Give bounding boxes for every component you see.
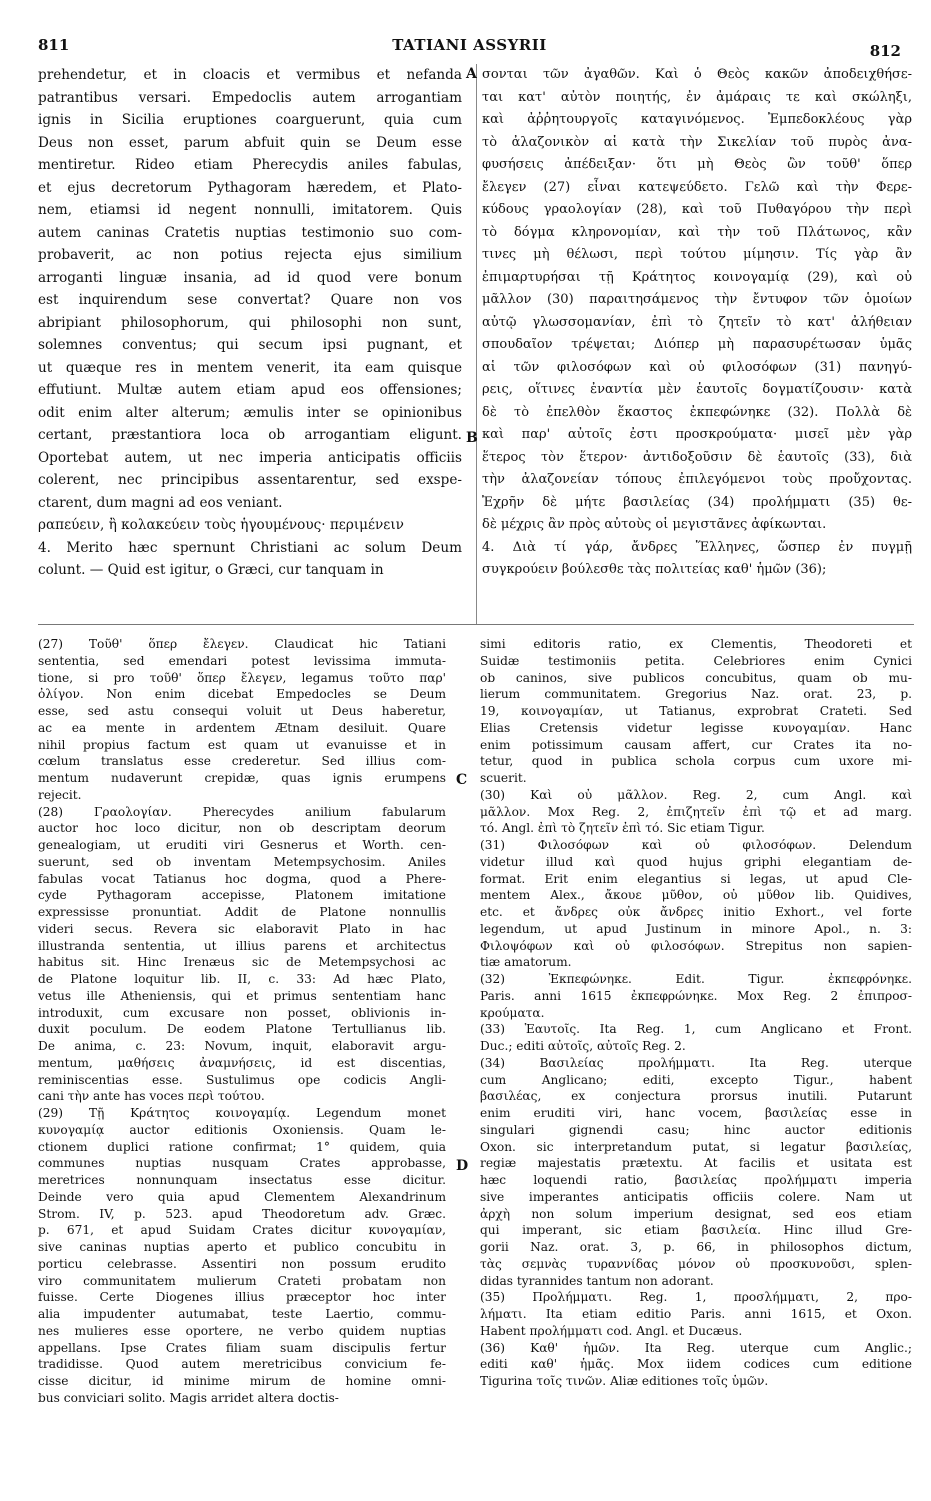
text-line: effutiunt. Multæ autem etiam apud eos offensiones;	[38, 382, 462, 398]
text-line: hæc loquendi ratio, βασιλείας προλήμματι imperia	[480, 1173, 912, 1187]
text-line: videtur illud καὶ quod hujus griphi elegantiam de-	[480, 854, 912, 869]
text-line: porticu celebrasse. Assentiri non possum erudito	[38, 1256, 446, 1271]
margin-marker-d: D	[456, 1158, 469, 1174]
text-line: (35) Προλήμματι. Reg. 1, προσλήμματι, 2, προ-	[480, 1290, 912, 1305]
text-line: καὶ παρ' αὐτοῖς ἐστι προσκρούματα· μισεῖ μὲν γὰρ	[482, 427, 912, 442]
text-line: ραπεύειν, ἢ κολακεύειν τοὺς ἡγουμένους· περιμένειν	[38, 517, 404, 533]
text-line: δὲ τὸ ἐπελθὸν ἕκαστος ἐκπεφώνηκε (32). Πολλὰ δὲ	[482, 404, 912, 420]
text-line: ρεις, οἵτινες ἐναντία μὲν ἑαυτοῖς δογματίζουσιν· κατὰ	[482, 382, 912, 397]
text-line: 4. Merito hæc spernunt Christiani ac solum Deum	[38, 539, 462, 556]
text-line: est inquirendum sese convertat? Quare non vos	[38, 292, 462, 308]
text-line: lierum communitatem. Gregorius Naz. orat. 23, p.	[480, 687, 912, 702]
text-line: (29) Τῇ Κράτητος κοινογαμίᾳ. Legendum monet	[38, 1106, 446, 1120]
text-line: viro communitatem mulierum Crateti probatam non	[38, 1273, 446, 1288]
text-line: (32) Ἐκπεφώνηκε. Edit. Tigur. ἐκπεφρόνηκε.	[480, 972, 912, 986]
notes-left-column	[38, 636, 446, 1407]
text-line: certant, præstantiora loca ob arrogantiam eligunt.	[38, 427, 462, 443]
page-header	[38, 30, 901, 60]
text-line: enim eruditi viri, hanc vocem, βασιλείας esse in	[480, 1106, 912, 1120]
text-line: τό. Angl. ἐπὶ τὸ ζητεῖν ἐπὶ τό. Sic etiam Tigur.	[480, 821, 765, 836]
greek-text-column	[482, 64, 912, 582]
text-line: nihil propius factum est quam ut evanuisse et in	[38, 737, 446, 752]
text-line: μᾶλλον. Mox Reg. 2, ἐπιζητεῖν ἐπὶ τῷ et ad marg.	[480, 804, 912, 819]
notes-separator	[38, 624, 914, 625]
text-line: simi editoris ratio, ex Clementis, Theodoreti et	[480, 637, 912, 651]
text-line: bus conviciari solito. Magis arridet altera doctis-	[38, 1390, 339, 1405]
text-line: probaverit, ac non potius rejecta ejus similium	[38, 247, 462, 263]
text-line: qui imperant, sic etiam βασιλεία. Hinc illud Gre-	[480, 1223, 912, 1238]
text-line: Oportebat autem, ut nec imperia anticipatis officiis	[38, 449, 462, 466]
text-line: cisse dicitur, id minime mirum de homine omni-	[38, 1374, 446, 1388]
text-line: mentiretur. Rideo etiam Pherecydis aniles fabulas,	[38, 157, 462, 173]
text-line: communes nuptias nusquam Crates approbasse,	[38, 1156, 446, 1171]
text-line: τὸ δόγμα κληρονομίαν, καὶ τὴν τοῦ Πλάτωνος, κἂν	[482, 224, 912, 240]
text-line: odit enim alter alterum; æmulis inter se opinionibus	[38, 404, 462, 421]
text-line: regiæ majestatis prætextu. At facilis et usitata est	[480, 1156, 912, 1171]
text-line: Strom. IV, p. 523. apud Theodoretum adv. Græc.	[38, 1206, 446, 1221]
text-line: tradidisse. Quod autem meretricibus convicium fe-	[38, 1357, 446, 1372]
text-line: mentem Alex., ἄκουε μῦθον, οὐ μῦθον lib. Quidives,	[480, 888, 912, 903]
text-line: ὀλίγον. Non enim dicebat Empedocles se Deum	[38, 687, 446, 702]
text-line: αὐτῷ γλωσσομανίαν, ἐπὶ τὸ ζητεῖν τὸ κατ' ἀλήθειαν	[482, 314, 912, 330]
text-line: duxit poculum. De eodem Platone Tertullianus lib.	[38, 1022, 446, 1037]
text-line: abripiant philosophorum, qui philosophi non sunt,	[38, 314, 462, 331]
text-line: editi καθ' ἡμᾶς. Mox iidem codices cum editione	[480, 1357, 912, 1372]
text-line: illustranda sententia, ut illius parens et architectus	[38, 938, 446, 953]
text-line: βασιλέας, ex conjectura prorsus inutili. Putarunt	[480, 1089, 912, 1104]
text-line: sententia, sed emendari potest levissima immuta-	[38, 653, 446, 668]
text-line: p. 671, et apud Suidam Crates dicitur κυνογαμίαν,	[38, 1223, 446, 1238]
text-line: reminiscentias esse. Sustulimus ope codicis Angli-	[38, 1072, 446, 1087]
text-line: ob caninos, sive publicos concubitus, quam ob mu-	[480, 670, 912, 685]
text-line: tione, si pro τοῦθ' ὅπερ ἔλεγεν, legamus τοῦτο παρ'	[38, 670, 446, 685]
text-line: ut quæque res in mentem venerit, ita eam quisque	[38, 359, 462, 376]
text-line: arroganti linguæ insania, ad id quod vere bonum	[38, 269, 462, 286]
text-line: patrantibus versari. Empedoclis autem arrogantiam	[38, 89, 462, 106]
text-line: σπουδαῖον τρέψεται; Διόπερ μὴ παρασυρέτωσαν ὑμᾶς	[482, 337, 912, 352]
text-line: et ejus decretorum Pythagoram hæredem, et Plato-	[38, 179, 462, 196]
text-line: enim potissimum causam affert, cur Crates ita no-	[480, 737, 912, 752]
text-line: τὸ ἀλαζονικὸν αἱ κατὰ τὴν Σικελίαν τοῦ πυρὸς ἀνα-	[482, 134, 912, 150]
text-line: sive imperantes anticipatis officiis colere. Nam ut	[480, 1189, 912, 1204]
margin-marker-b: B	[466, 430, 478, 446]
text-line: rejecit.	[38, 787, 82, 802]
margin-marker-a: A	[466, 66, 477, 82]
text-line: 19, κοινογαμίαν, ut Tatianus, exprobrat Crateti. Sed	[480, 704, 912, 718]
text-line: gorii Naz. orat. 3, p. 66, in philosophos dictum,	[480, 1240, 912, 1254]
text-line: etc. et ἄνδρες οὐκ ἄνδρες initio Exhort., vel forte	[480, 905, 912, 919]
text-line: 4. Διὰ τί γάρ, ἄνδρες Ἕλληνες, ὥσπερ ἐν πυγμῇ	[482, 539, 912, 555]
text-line: Deus non esset, parum abfuit quin se Deum esse	[38, 134, 462, 151]
text-line: videri secus. Revera sic elaboravit Plato in hac	[38, 921, 446, 936]
text-line: κύδους γραολογίαν (28), καὶ τοῦ Πυθαγόρου τὴν περὶ	[482, 202, 912, 217]
text-line: δὲ μέχρις ἂν πρὸς αὐτοὺς οἱ μεγιστᾶνες ἀφίκωνται.	[482, 517, 827, 532]
text-line: suerunt, sed ob inventam Metempsychosim. Aniles	[38, 854, 446, 869]
text-line: Ἐχρῆν δὲ μήτε βασιλείας (34) προλήμματι (35) θε-	[482, 494, 912, 510]
latin-text-column	[38, 64, 462, 582]
text-line: ctarent, dum magni ad eos veniant.	[38, 494, 283, 511]
text-line: tetur, quod in publica schola corpus cum uxore mi-	[480, 754, 912, 769]
text-line: tiæ amatorum.	[480, 955, 572, 970]
text-line: (30) Καὶ οὐ μᾶλλον. Reg. 2, cum Angl. καὶ	[480, 787, 912, 802]
text-line: συγκρούειν βούλεσθε τὰς πολιτείας καθ' ἡμῶν (36);	[482, 562, 827, 577]
text-line: κυνογαμίᾳ auctor editionis Oxoniensis. Quam le-	[38, 1122, 446, 1137]
text-line: singulari gignendi casu; hinc auctor editionis	[480, 1122, 912, 1137]
text-line: σονται τῶν ἀγαθῶν. Καὶ ὁ Θεὸς κακῶν ἀποδειχθήσε-	[482, 67, 912, 82]
text-line: auctor hoc loco dicitur, non ob descriptam deorum	[38, 821, 446, 836]
text-line: ται κατ' αὐτὸν ποιητής, ἐν ἀμάραις τε καὶ σκώληξι,	[482, 89, 912, 105]
notes-right-column	[480, 636, 912, 1390]
text-line: ἔλεγεν (27) εἶναι κατεψεύδετο. Γελῶ καὶ τὴν Φερε-	[482, 179, 912, 195]
text-line: μᾶλλον (30) παραιτησάμενος τὴν ἔντυφον τῶν ὁμοίων	[482, 292, 912, 307]
text-line: format. Erit enim elegantius si legas, ut apud Cle-	[480, 871, 912, 886]
text-line: Elias Cretensis videtur legisse κυνογαμίαν. Hanc	[480, 720, 912, 735]
page-number-left: 811	[38, 36, 70, 54]
text-line: ἀρχὴ non solum imperium designat, sed eos etiam	[480, 1206, 912, 1221]
margin-marker-c: C	[456, 772, 468, 788]
text-line: κρούματα.	[480, 1005, 545, 1020]
text-line: ctionem duplici ratione confirmat; 1° quidem, quia	[38, 1139, 446, 1154]
text-line: ἕτερος τὸν ἕτερον· ἀντιδοξοῦσιν δὲ ἑαυτοῖς (33), διὰ	[482, 449, 912, 465]
text-line: fabulas vocat Tatianus hoc dogma, quod a Phere-	[38, 871, 446, 886]
text-line: ἐπιμαρτυρήσαι τῇ Κράτητος κοινογαμίᾳ (29), καὶ οὐ	[482, 269, 912, 285]
text-line: habitus sit. Hinc Irenæus sic de Metempsychosi ac	[38, 955, 446, 970]
text-line: φυσήσεις ἀπέδειξαν· ὅτι μὴ Θεὸς ὢν τοῦθ' ὅπερ	[482, 157, 912, 172]
text-line: cum Anglicano; editi, excepto Tigur., habent	[480, 1072, 912, 1087]
text-line: mentum nudaverunt crepidæ, quas ignis erumpens	[38, 771, 446, 785]
text-line: Paris. anni 1615 ἐκπεφρώνηκε. Mox Reg. 2 ἐπιπροσ-	[480, 988, 912, 1003]
text-line: alia impudenter autumabat, teste Laertio, commu-	[38, 1307, 446, 1321]
text-line: cani τὴν ante has voces περὶ τούτου.	[38, 1089, 265, 1104]
text-line: genealogiam, ut eruditi viri Gesnerus et Worth. cen-	[38, 838, 446, 852]
text-line: (27) Τοῦθ' ὅπερ ἔλεγεν. Claudicat hic Tatiani	[38, 637, 446, 651]
text-line: introduxit, cum excusare non posset, oblivionis in-	[38, 1005, 446, 1020]
text-line: esse, sed astu consequi voluit ut Deus haberetur,	[38, 704, 446, 718]
running-title: TATIANI ASSYRII	[392, 36, 547, 54]
text-line: colerent, nec principibus assentarentur, sed exspe-	[38, 472, 462, 488]
text-line: nes mulieres esse oportere, ne verbo quidem nuptias	[38, 1323, 446, 1338]
text-line: nem, etiamsi id negent nonnulli, imitatorem. Quis	[38, 202, 462, 218]
text-line: meretrices nonnunquam insectatus esse dicitur.	[38, 1173, 446, 1187]
text-line: (33) Ἑαυτοῖς. Ita Reg. 1, cum Anglicano et Front.	[480, 1022, 912, 1037]
text-line: De anima, c. 23: Novum, inquit, elaboravit argu-	[38, 1039, 446, 1053]
text-line: αἱ τῶν φιλοσόφων καὶ οὐ φιλοσόφων (31) πανηγύ-	[482, 359, 912, 375]
text-line: Φιλοψόφων καὶ οὐ φιλοσόφων. Strepitus non sapien-	[480, 938, 912, 953]
text-line: solemnes conventus; qui secum ipsi pugnant, et	[38, 337, 462, 353]
text-line: ignis in Sicilia eruptiones coarguerunt, quia cum	[38, 112, 462, 128]
text-line: de Platone loquitur lib. II, c. 33: Ad hæc Plato,	[38, 972, 446, 986]
text-line: ac ea mente in ardentem Ætnam desiluit. Quare	[38, 720, 446, 735]
text-line: appellans. Ipse Crates filiam suam discipulis fertur	[38, 1340, 446, 1355]
text-line: expressisse pronuntiat. Addit de Platone nonnullis	[38, 905, 446, 919]
text-line: cyde Pythagoram accepisse, Platonem imitatione	[38, 888, 446, 903]
text-line: (34) Βασιλείας προλήμματι. Ita Reg. uterque	[480, 1055, 912, 1070]
text-line: autem caninas Cratetis nuptias testimonio suo com-	[38, 224, 462, 241]
text-line: colunt. — Quid est igitur, o Græci, cur tanquam in	[38, 562, 384, 578]
text-line: Deinde vero quia apud Clementem Alexandrinum	[38, 1189, 446, 1204]
text-line: τὴν ἀλαζονείαν τόπους ἐπιλεγόμενοι τοὺς προὔχοντας.	[482, 472, 912, 487]
text-line: (31) Φιλοσόφων καὶ οὐ φιλοσόφων. Delendum	[480, 838, 912, 852]
text-line: Oxon. sic interpretandum putat, si legatur βασιλείας,	[480, 1139, 912, 1154]
text-line: prehendetur, et in cloacis et vermibus et nefanda	[38, 67, 462, 83]
text-line: τὰς σεμνὰς τυραννίδας μόνον οὐ προσκυνοῦσι, splen-	[480, 1256, 912, 1271]
text-line: fuisse. Certe Diogenes illius præceptor hoc inter	[38, 1290, 446, 1305]
text-line: Habent προλήμματι cod. Angl. et Ducæus.	[480, 1323, 743, 1338]
text-line: sive caninas nuptias aperto et publico concubitu in	[38, 1240, 446, 1254]
text-line: λήματι. Ita etiam editio Paris. anni 1615, et Oxon.	[480, 1307, 912, 1321]
text-line: (28) Γραολογίαν. Pherecydes anilium fabularum	[38, 804, 446, 819]
column-divider	[476, 64, 477, 624]
text-line: Suidæ testimoniis petita. Celebriores enim Cynici	[480, 653, 912, 668]
text-line: cœlum translatus esse crederetur. Sed illius com-	[38, 754, 446, 769]
text-line: mentum, μαθήσεις ἀναμνήσεις, id est discentias,	[38, 1055, 446, 1070]
text-line: Tigurina τοῖς τινῶν. Aliæ editiones τοῖς ὑμῶν.	[480, 1374, 769, 1388]
text-line: didas tyrannides tantum non adorant.	[480, 1273, 714, 1288]
text-line: Duc.; editi αὐτοῖς, αὐτοῖς Reg. 2.	[480, 1039, 686, 1053]
text-line: scuerit.	[480, 771, 527, 785]
text-line: vetus ille Atheniensis, qui et primus sententiam hanc	[38, 988, 446, 1003]
text-line: καὶ ἀῤῥητουργοῖς καταγινόμενος. Ἐμπεδοκλέους γὰρ	[482, 112, 912, 127]
text-line: legendum, ut apud Justinum in minore Apol., n. 3:	[480, 921, 912, 936]
page-number-right: 812	[869, 42, 901, 60]
text-line: (36) Καθ' ἡμῶν. Ita Reg. uterque cum Anglic.;	[480, 1340, 912, 1355]
text-line: τινες μὴ θέλωσι, περὶ τούτου μίμησιν. Τίς γὰρ ἂν	[482, 247, 912, 262]
